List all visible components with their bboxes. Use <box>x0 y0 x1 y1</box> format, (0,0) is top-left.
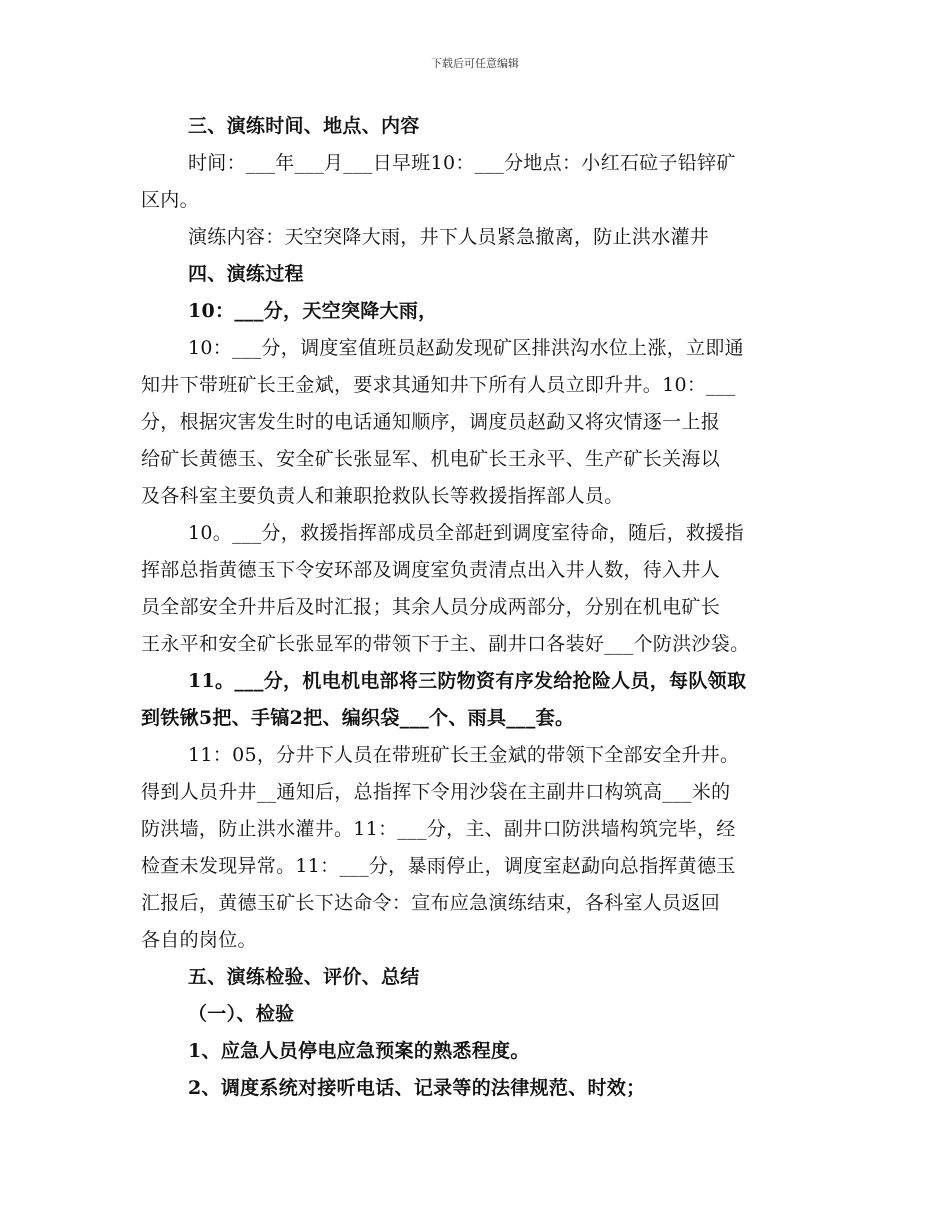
paragraph-line: 各自的岗位。 <box>141 929 257 951</box>
section-heading-line: 2、调度系统对接听电话、记录等的法律规范、时效； <box>188 1077 646 1099</box>
paragraph-line: 检查未发现异常。11：___分，暴雨停止，调度室赵勐向总指挥黄德玉 <box>141 855 736 877</box>
section-heading-line: 五、演练检验、评价、总结 <box>188 966 420 988</box>
section-heading-line: 11。___分，机电机电部将三防物资有序发给抢险人员，每队领取 <box>188 670 747 692</box>
paragraph-line: 得到人员升井__通知后，总指挥下令用沙袋在主副井口构筑高___米的 <box>141 781 731 803</box>
paragraph-line: 给矿长黄德玉、安全矿长张显军、机电矿长王永平、生产矿长关海以 <box>141 448 721 470</box>
paragraph-line: 11：05，分井下人员在带班矿长王金斌的带领下全部安全升井。 <box>188 744 740 766</box>
section-heading-line: 三、演练时间、地点、内容 <box>188 115 420 137</box>
paragraph-line: 员全部安全升井后及时汇报；其余人员分成两部分，分别在机电矿长 <box>141 596 721 618</box>
paragraph-line: 10：___分，调度室值班员赵勐发现矿区排洪沟水位上涨，立即通 <box>188 337 744 359</box>
paragraph-line: 知井下带班矿长王金斌，要求其通知井下所有人员立即升井。10：___ <box>141 374 736 396</box>
paragraph-line: 时间：___年___月___日早班10：___分地点：小红石砬子铅锌矿 <box>188 152 736 174</box>
paragraph-line: 防洪墙，防止洪水灌井。11：___分，主、副井口防洪墙构筑完毕，经 <box>141 818 736 840</box>
paragraph-line: 王永平和安全矿长张显军的带领下于主、副井口各装好___个防洪沙袋。 <box>141 633 750 655</box>
document-body <box>141 108 811 1107</box>
paragraph-line: 区内。 <box>141 189 199 211</box>
paragraph-line: 挥部总指黄德玉下令安环部及调度室负责清点出入井人数，待入井人 <box>141 559 721 581</box>
paragraph-line: 演练内容：天空突降大雨，井下人员紧急撤离，防止洪水灌井 <box>188 226 710 248</box>
paragraph-line: 汇报后，黄德玉矿长下达命令：宣布应急演练结束，各科室人员返回 <box>141 892 721 914</box>
paragraph-line: 及各科室主要负责人和兼职抢救队长等救援指挥部人员。 <box>141 485 624 507</box>
section-heading-line: 10：___分，天空突降大雨， <box>188 300 438 322</box>
page-header: 下载后可任意编辑 <box>431 57 519 70</box>
paragraph-line: 分，根据灾害发生时的电话通知顺序，调度员赵勐又将灾情逐一上报 <box>141 411 721 433</box>
paragraph-line: 10。___分，救援指挥部成员全部赶到调度室待命，随后，救援指 <box>188 522 744 544</box>
section-heading-line: 四、演练过程 <box>188 263 304 285</box>
section-heading-line: 1、应急人员停电应急预案的熟悉程度。 <box>188 1040 530 1062</box>
section-heading-line: 到铁锹5把、手镐2把、编织袋___个、雨具___套。 <box>141 707 575 729</box>
section-heading-line: （一）、检验 <box>188 1003 295 1025</box>
